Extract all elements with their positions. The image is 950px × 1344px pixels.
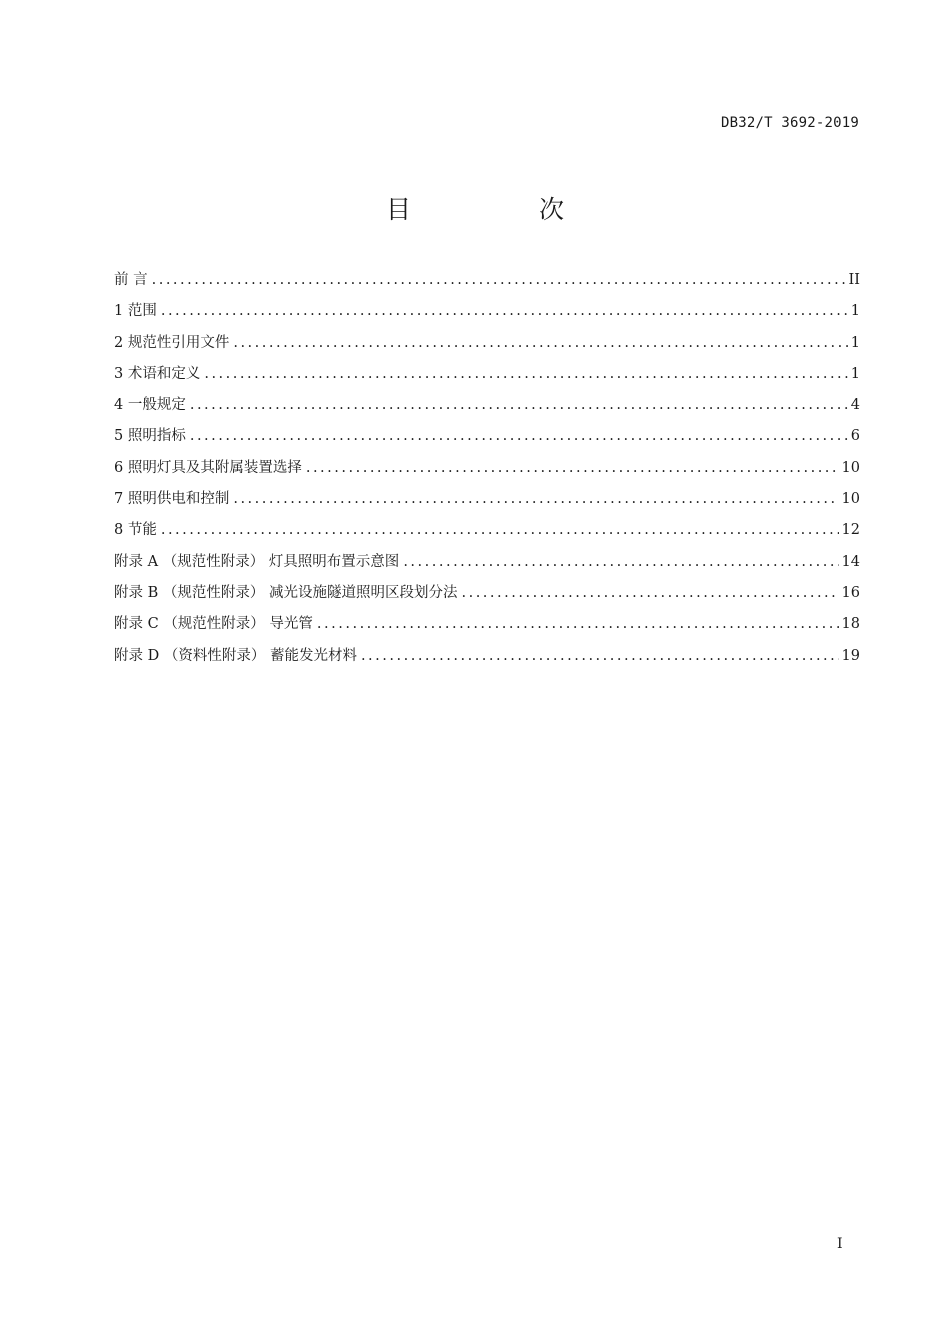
toc-entry-power-supply-control[interactable]: [114, 487, 860, 518]
toc-entry-page: 10: [841, 459, 860, 476]
toc-entry-label: 1 范围: [114, 303, 157, 320]
toc-entry-label: 8 节能: [114, 522, 157, 539]
toc-dot-leader: [306, 460, 839, 476]
toc-entry-luminaire-selection[interactable]: [114, 456, 860, 487]
toc-entry-label: 6 照明灯具及其附属装置选择: [114, 459, 302, 476]
toc-dot-leader: [233, 491, 838, 507]
toc-entry-page: 1: [850, 303, 860, 320]
standard-code: DB32/T 3692-2019: [720, 115, 859, 131]
toc-entry-general-provisions[interactable]: [114, 393, 860, 424]
toc-entry-page: 12: [841, 522, 860, 539]
toc-dot-leader: [317, 616, 839, 632]
toc-entry-page: 18: [841, 616, 860, 633]
toc-entry-label: 附录 C （规范性附录） 导光管: [114, 616, 313, 633]
toc-entry-page: 1: [850, 365, 860, 382]
toc-title: 目 次: [386, 195, 624, 224]
toc-entry-terms-definitions[interactable]: [114, 362, 860, 393]
toc-dot-leader: [233, 335, 847, 351]
toc-entry-label: 附录 D （资料性附录） 蓄能发光材料: [114, 647, 357, 664]
toc-entry-appendix-c[interactable]: [114, 612, 860, 643]
toc-entry-page: 4: [850, 397, 860, 414]
toc-entry-scope[interactable]: [114, 299, 860, 330]
toc-dot-leader: [190, 397, 848, 413]
toc-entry-energy-saving[interactable]: [114, 518, 860, 549]
toc-dot-leader: [161, 303, 848, 319]
toc-entry-appendix-b[interactable]: [114, 581, 860, 612]
toc-entry-label: 3 术语和定义: [114, 365, 201, 382]
toc-entry-page: 6: [850, 428, 860, 445]
toc-dot-leader: [204, 366, 847, 382]
toc-entry-label: 附录 A （规范性附录） 灯具照明布置示意图: [114, 553, 400, 570]
toc-entry-label: 4 一般规定: [114, 397, 186, 414]
toc-entry-normative-references[interactable]: [114, 331, 860, 362]
toc-entry-label: 2 规范性引用文件: [114, 334, 230, 351]
toc-entry-page: 14: [841, 553, 860, 570]
toc-entry-label: 前 言: [114, 272, 148, 288]
toc-entry-label: 5 照明指标: [114, 428, 186, 445]
toc-dot-leader: [161, 522, 839, 538]
toc-entry-page: 19: [841, 647, 860, 664]
toc-entry-page: 10: [841, 491, 860, 508]
toc-dot-leader: [190, 428, 848, 444]
toc-entry-appendix-a[interactable]: [114, 550, 860, 581]
page-number: I: [837, 1236, 843, 1252]
toc-entry-label: 附录 B （规范性附录） 减光设施隧道照明区段划分法: [114, 584, 458, 601]
toc-entry-foreword[interactable]: [114, 268, 860, 299]
toc-dot-leader: [152, 272, 846, 288]
toc-dot-leader: [361, 648, 839, 664]
toc-dot-leader: [461, 585, 838, 601]
toc-entry-lighting-indices[interactable]: [114, 424, 860, 455]
toc-entry-page: 1: [850, 334, 860, 351]
toc-entry-label: 7 照明供电和控制: [114, 491, 230, 508]
toc-entry-appendix-d[interactable]: [114, 644, 860, 675]
toc-dot-leader: [403, 554, 838, 570]
table-of-contents: [114, 268, 860, 675]
toc-entry-page: 16: [841, 584, 860, 601]
toc-entry-page: II: [848, 272, 860, 288]
